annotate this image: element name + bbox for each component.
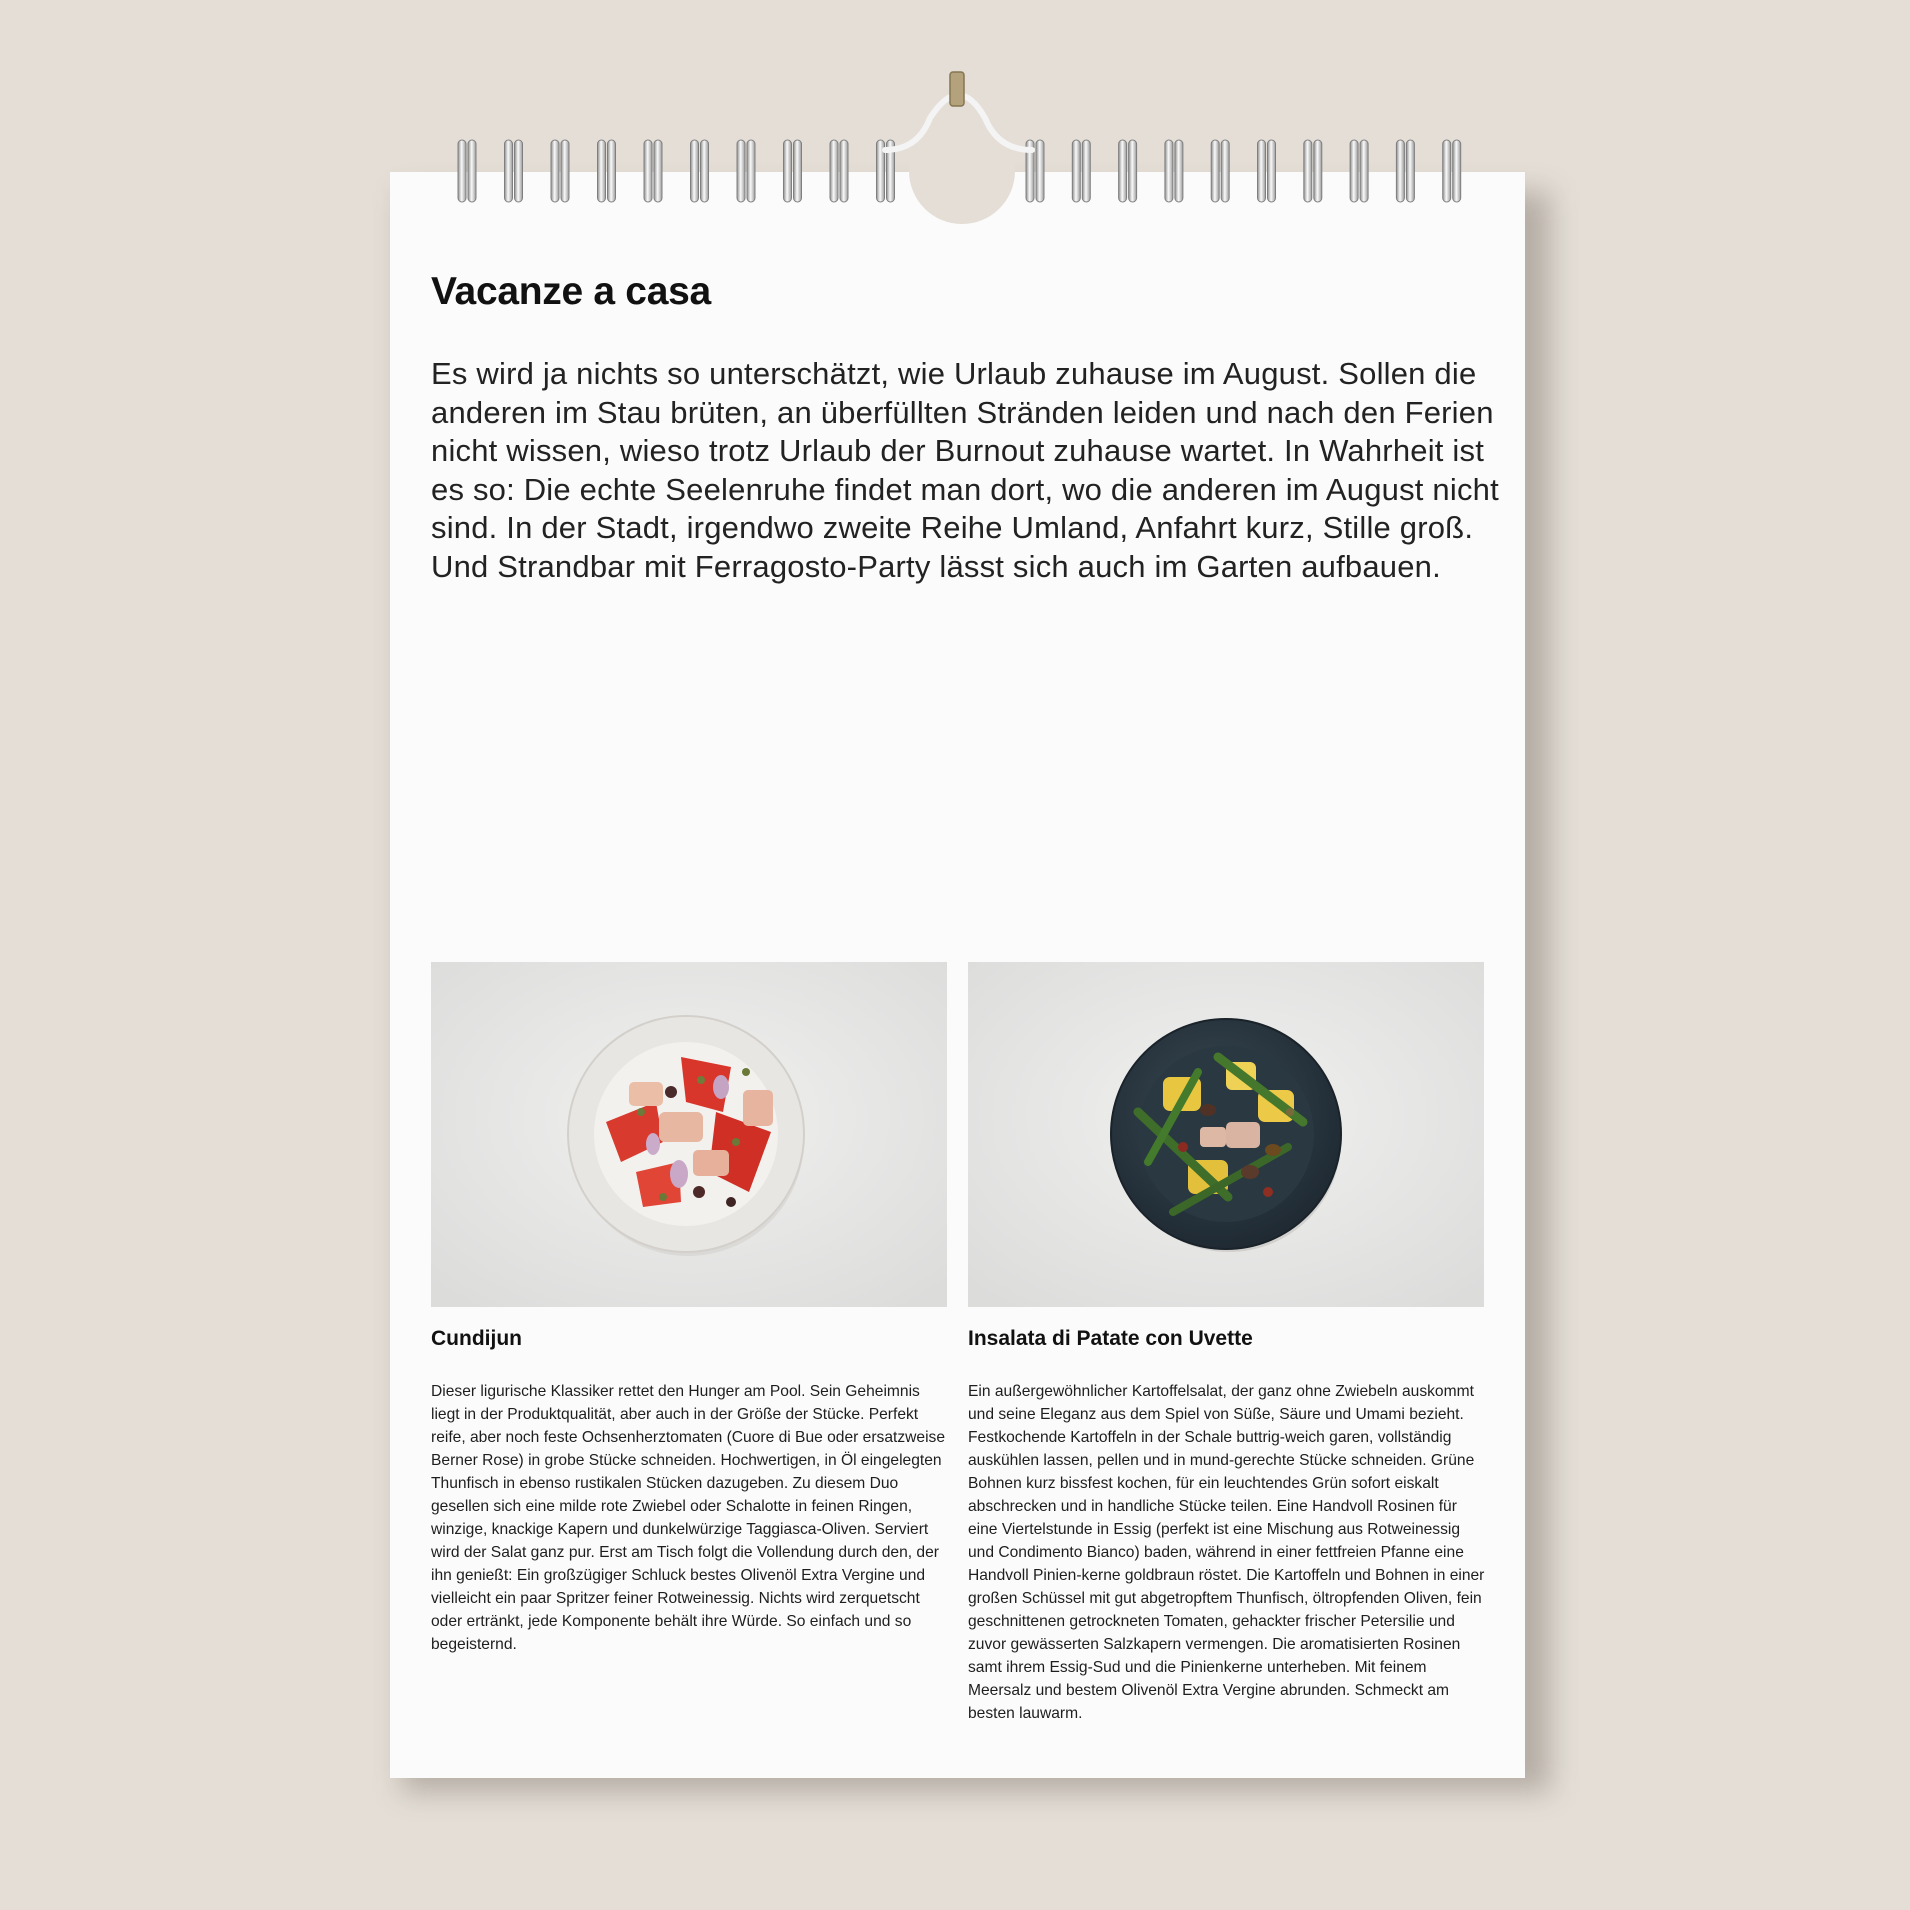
binding-ring [1304, 140, 1312, 202]
wire-binding-icon [0, 0, 1910, 240]
intro-paragraph: Es wird ja nichts so unterschätzt, wie Urlaub zuhause im August. Sollen die anderen im Stau brüten, an überfüllten Stränden leiden und nach den Ferien nicht wissen, wieso trotz Urlaub der Burnout zuhause wartet. In Wahrheit ist es so: Die echte Seelenruhe findet man dort, wo die anderen im August nicht sind. In der Stadt, irgendwo zweite Reihe Umland, Anfahrt kurz, Stille groß. Und Strandbar mit Ferragosto-Party lässt sich auch im Garten aufbauen. [431, 356, 1499, 584]
binding-ring [794, 140, 802, 202]
binding-ring [608, 140, 616, 202]
binding-ring [561, 140, 569, 202]
recipe-photo-insalata [968, 962, 1484, 1307]
recipe-text-cundijun: Dieser ligurische Klassiker rettet den Hunger am Pool. Sein Geheimnis liegt in der Produktqualität, aber auch in der Größe der Stücke. Perfekt reife, aber noch feste Ochsenherztomaten (Cuore di Bue oder ersatzweise Berner Rose) in grobe Stücke schneiden. Hochwertigen, in Öl eingelegten Thunfisch in ebenso rustikalen Stücken dazugeben. Zu diesem Duo gesellen sich eine milde rote Zwiebel oder Schalotte in feinen Ringen, winzige, knackige Kapern und dunkelwürzige Taggiasca-Oliven. Serviert wird der Salat ganz pur. Erst am Tisch folgt die Vollendung durch den, der ihn genießt: Ein großzügiger Schluck bestes Olivenöl Extra Vergine und vielleicht ein paar Spritzer feiner Rotweinessig. Nichts wird zerquetscht oder ertränkt, jede Komponente behält ihre Würde. So einfach und so begeisternd. [431, 1383, 945, 1653]
recipe-text-insalata: Ein außergewöhnlicher Kartoffelsalat, der ganz ohne Zwiebeln auskommt und seine Eleganz aus dem Spiel von Süße, Säure und Umami bezieht. Festkochende Kartoffeln in der Schale buttrig-weich garen, vollständig auskühlen lassen, pellen und in mund-gerechte Stücke schneiden. Grüne Bohnen kurz bissfest kochen, für ein leuchtendes Grün sofort eiskalt abschrecken und in handliche Stücke teilen. Eine Handvoll Rosinen für eine Viertelstunde in Essig (perfekt ist eine Mischung aus Rotweinessig und Condimento Bianco) baden, während in einer fettfreien Pfanne eine Handvoll Pinien-kerne goldbraun röstet. Die Kartoffeln und Bohnen in einer großen Schüssel mit gut abgetropftem Thunfisch, öltropfenden Oliven, fein geschnittenen getrockneten Tomaten, gehackter frischer Petersilie und zuvor gewässerten Salzkapern vermengen. Die aromatisierten Rosinen samt ihrem Essig-Sud und die Pinienkerne unterheben. Mit feinem Meersalz und bestem Olivenöl Extra Vergine abrunden. Schmeckt am besten lauwarm. [968, 1383, 1485, 1722]
binding-ring [515, 140, 523, 202]
binding-ring [1360, 140, 1368, 202]
binding-ring [1350, 140, 1358, 202]
binding-ring [1443, 140, 1451, 202]
binding-ring [1165, 140, 1173, 202]
binding-ring [701, 140, 709, 202]
binding-ring [1211, 140, 1219, 202]
binding-ring [1396, 140, 1404, 202]
binding-ring [1129, 140, 1137, 202]
binding-ring [1175, 140, 1183, 202]
recipe-title-insalata: Insalata di Patate con Uvette [968, 1327, 1253, 1350]
binding-ring [1453, 140, 1461, 202]
binding-ring [458, 140, 466, 202]
binding-ring [505, 140, 513, 202]
hanger-hook-icon [885, 72, 1032, 150]
binding-ring [784, 140, 792, 202]
binding-ring [551, 140, 559, 202]
binding-ring [1119, 140, 1127, 202]
binding-ring [1072, 140, 1080, 202]
recipe-photo-cundijun [431, 962, 947, 1307]
binding-ring [830, 140, 838, 202]
binding-ring [737, 140, 745, 202]
binding-ring [644, 140, 652, 202]
binding-ring [654, 140, 662, 202]
binding-ring [1082, 140, 1090, 202]
binding-ring [691, 140, 699, 202]
recipe-title-cundijun: Cundijun [431, 1327, 522, 1350]
binding-ring [598, 140, 606, 202]
binding-ring [1258, 140, 1266, 202]
binding-ring [1268, 140, 1276, 202]
binding-ring [1314, 140, 1322, 202]
binding-ring [747, 140, 755, 202]
binding-ring [1036, 140, 1044, 202]
binding-ring [1406, 140, 1414, 202]
binding-ring [840, 140, 848, 202]
binding-ring [468, 140, 476, 202]
page-title: Vacanze a casa [431, 270, 711, 313]
binding-ring [1221, 140, 1229, 202]
